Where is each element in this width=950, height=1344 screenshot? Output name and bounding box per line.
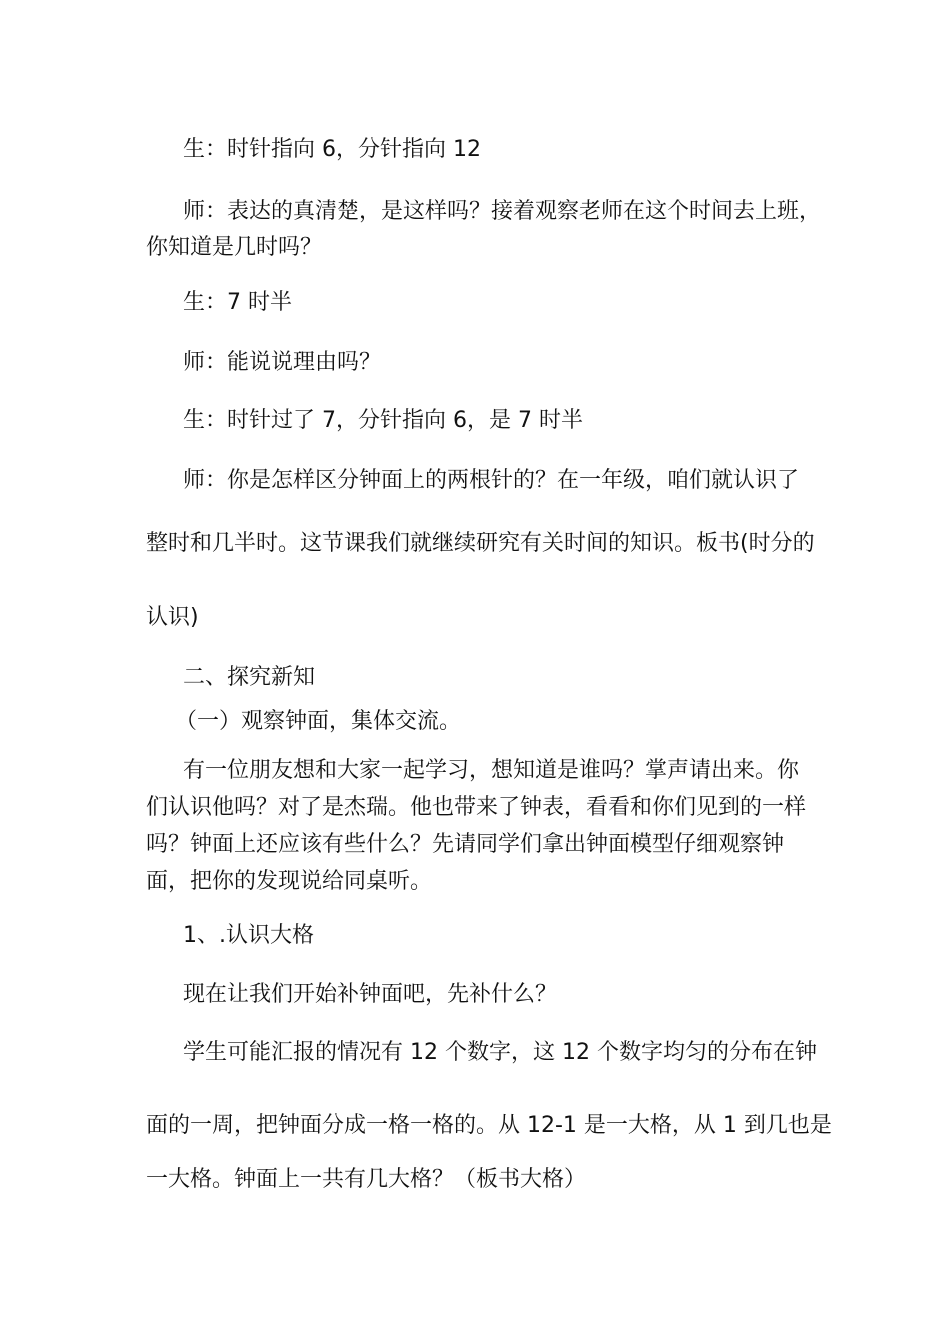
paragraph-line: 吗？钟面上还应该有些什么？先请同学们拿出钟面模型仔细观察钟 bbox=[146, 832, 785, 857]
paragraph-line: 师：你是怎样区分钟面上的两根针的？在一年级，咱们就认识了 bbox=[183, 468, 800, 493]
paragraph-line: 认识) bbox=[146, 605, 199, 630]
paragraph-line: 师：能说说理由吗？ bbox=[183, 350, 382, 375]
paragraph-line: 师：表达的真清楚，是这样吗？接着观察老师在这个时间去上班， bbox=[183, 199, 822, 224]
paragraph-line: 整时和几半时。这节课我们就继续研究有关时间的知识。板书(时分的 bbox=[146, 531, 815, 556]
subsection-heading: 1、.认识大格 bbox=[183, 923, 314, 948]
paragraph-line: 学生可能汇报的情况有 12 个数字，这 12 个数字均匀的分布在钟 bbox=[183, 1040, 817, 1065]
paragraph-line: 面的一周，把钟面分成一格一格的。从 12-1 是一大格，从 1 到几也是 bbox=[146, 1113, 832, 1138]
paragraph-line: 有一位朋友想和大家一起学习，想知道是谁吗？掌声请出来。你 bbox=[183, 758, 800, 783]
paragraph-line: 生：7 时半 bbox=[183, 290, 292, 315]
paragraph-line: 生：时针过了 7，分针指向 6，是 7 时半 bbox=[183, 408, 583, 433]
paragraph-line: 你知道是几时吗？ bbox=[146, 235, 323, 260]
paragraph-line: 现在让我们开始补钟面吧，先补什么？ bbox=[183, 982, 558, 1007]
subsection-heading: （一）观察钟面，集体交流。 bbox=[175, 709, 462, 734]
section-heading: 二、探究新知 bbox=[183, 665, 316, 690]
paragraph-line: 面，把你的发现说给同桌听。 bbox=[146, 869, 433, 894]
paragraph-line: 一大格。钟面上一共有几大格？（板书大格） bbox=[146, 1167, 587, 1192]
paragraph-line: 们认识他吗？对了是杰瑞。他也带来了钟表，看看和你们见到的一样 bbox=[146, 795, 807, 820]
paragraph-line: 生：时针指向 6，分针指向 12 bbox=[183, 137, 481, 162]
